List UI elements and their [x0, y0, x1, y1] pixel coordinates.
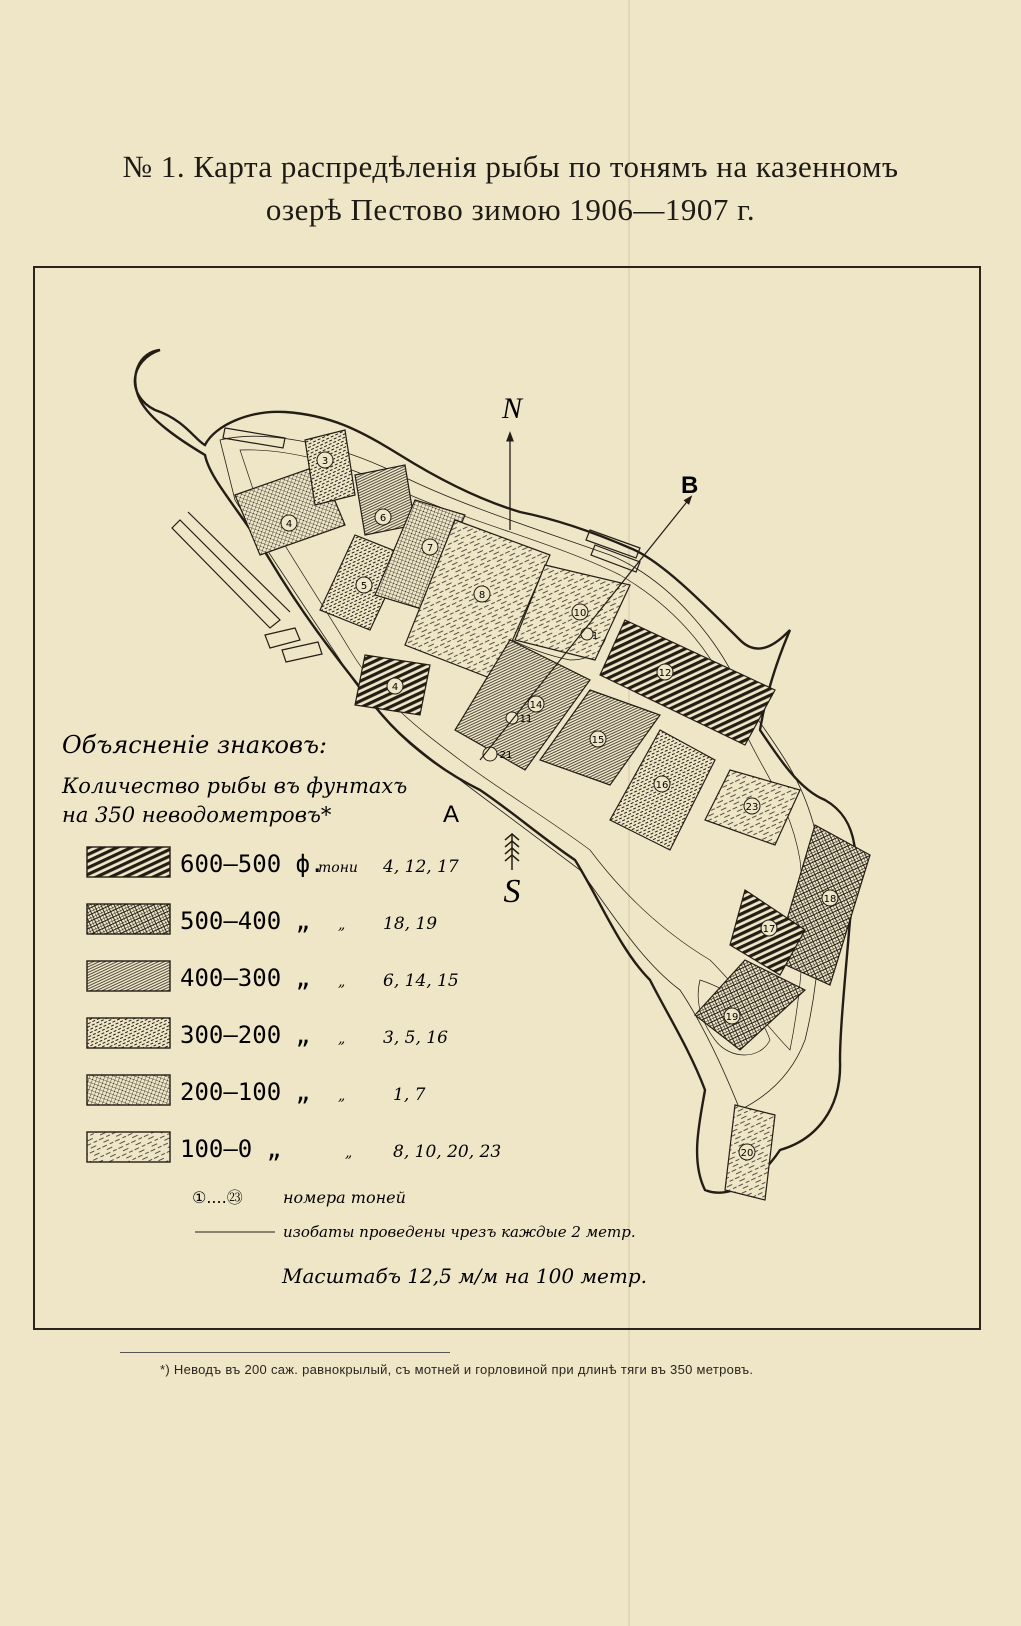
tonya-number: 11 — [519, 714, 533, 725]
legend-label-2: „ — [338, 917, 346, 933]
legend-tonyas-1: 4, 12, 17 — [383, 857, 459, 877]
footnote: *) Неводъ въ 200 саж. равнокрылый, съ мотней и горловиной при длинѣ тяги въ 350 метровъ. — [160, 1362, 754, 1377]
tonya-number: 19 — [725, 1012, 739, 1023]
tonya-number: 3 — [321, 456, 329, 467]
lake-shoreline — [135, 350, 856, 1193]
south-arrow — [505, 834, 519, 870]
legend-range-2: 500—400 „ — [180, 907, 311, 935]
legend-label-3: „ — [338, 974, 346, 990]
legend-tonyas-5: 1, 7 — [393, 1085, 426, 1105]
legend-swatch-200-100 — [87, 1075, 170, 1105]
legend-heading: Объясненіе знаковъ: — [62, 731, 328, 759]
legend-label-5: „ — [338, 1088, 346, 1104]
tonya-number: 15 — [591, 735, 605, 746]
legend-swatch-400-300 — [87, 961, 170, 991]
legend-subheading-2: на 350 неводометровъ* — [62, 803, 332, 827]
legend-numbers-symbol: ①....㉓ — [192, 1188, 243, 1207]
legend-swatch-100-0 — [87, 1132, 170, 1162]
tonya-number: 8 — [478, 590, 486, 601]
legend-numbers-note: номера тоней — [283, 1188, 406, 1207]
tonya-number: 16 — [655, 780, 669, 791]
tonya-number: 14 — [529, 700, 543, 711]
tonya-number: 10 — [573, 608, 587, 619]
tonya-number: 1 — [591, 631, 599, 642]
legend — [61, 731, 647, 1288]
tonya-number: 20 — [740, 1148, 754, 1159]
tonya-number: 4 — [391, 682, 399, 693]
tonya-circle — [506, 712, 518, 724]
legend-tonyas-4: 3, 5, 16 — [383, 1028, 448, 1048]
tonya-number: 23 — [745, 802, 759, 813]
legend-swatch-600-500 — [87, 847, 170, 877]
legend-range-1: 600—500 ф. — [180, 850, 325, 878]
tonya-plot-19 — [695, 960, 805, 1050]
tonya-number: 7 — [426, 543, 434, 554]
legend-tonyas-2: 18, 19 — [383, 914, 438, 934]
legend-swatch-500-400 — [87, 904, 170, 934]
legend-isobath-note: изобаты проведены чрезъ каждые 2 метр. — [283, 1223, 636, 1241]
point-a-label: A — [443, 801, 460, 828]
compass-north-label: N — [501, 392, 523, 425]
tonya-number: 21 — [499, 750, 513, 761]
legend-label-6: „ — [345, 1145, 353, 1161]
legend-swatch-300-200 — [87, 1018, 170, 1048]
tonya-number: 17 — [762, 924, 776, 935]
tonya-number: 18 — [823, 894, 837, 905]
footnote-rule — [120, 1352, 450, 1353]
legend-tonyas-6: 8, 10, 20, 23 — [393, 1142, 502, 1162]
compass-south-label: S — [503, 873, 521, 910]
tonya-number: 4 — [285, 519, 293, 530]
legend-label-4: „ — [338, 1031, 346, 1047]
legend-range-4: 300—200 „ — [180, 1021, 311, 1049]
legend-tonyas-3: 6, 14, 15 — [383, 971, 459, 991]
map-title-line-1: № 1. Карта распредѣленія рыбы по тонямъ на казенномъ — [122, 149, 899, 184]
point-b-label: B — [681, 472, 699, 499]
tonya-plot-18 — [775, 825, 870, 985]
legend-range-6: 100—0 „ — [180, 1135, 282, 1163]
legend-range-3: 400—300 „ — [180, 964, 311, 992]
tonya-number: 6 — [379, 513, 387, 524]
legend-range-5: 200—100 „ — [180, 1078, 311, 1106]
legend-subheading-1: Количество рыбы въ фунтахъ — [62, 774, 408, 798]
legend-label-1: тони — [318, 860, 358, 876]
legend-scale-note: Масштабъ 12,5 м/м на 100 метр. — [282, 1264, 648, 1288]
map-title-line-2: озерѣ Пестово зимою 1906—1907 г. — [265, 192, 756, 227]
tonya-number: 5 — [360, 581, 368, 592]
tonya-number: 12 — [658, 668, 672, 679]
